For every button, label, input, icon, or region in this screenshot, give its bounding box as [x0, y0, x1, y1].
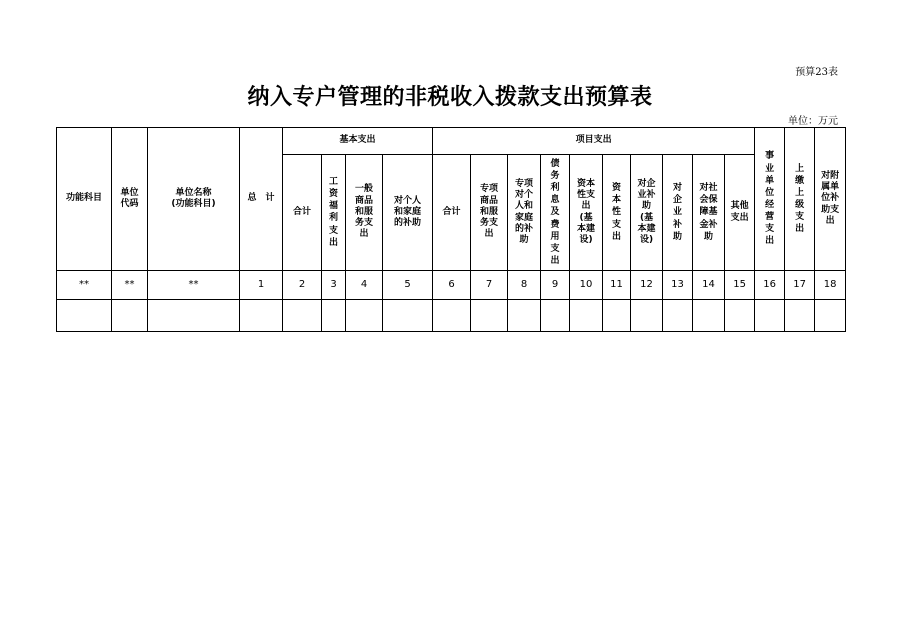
index-cell: 13: [663, 271, 693, 300]
index-cell: **: [112, 271, 148, 300]
header-basic-wages: 工资福利支出: [322, 155, 346, 271]
empty-cell: [663, 300, 693, 332]
empty-cell: [433, 300, 471, 332]
header-total: 总 计: [240, 128, 283, 271]
empty-cell: [283, 300, 322, 332]
empty-cell: [570, 300, 603, 332]
index-cell: **: [57, 271, 112, 300]
document-id: 预算23表: [795, 67, 838, 78]
header-unit-code: 单位 代码: [112, 128, 148, 271]
table-row: [57, 300, 846, 332]
empty-cell: [148, 300, 240, 332]
header-proj-enterprise: 对企业补助: [663, 155, 693, 271]
empty-cell: [725, 300, 755, 332]
empty-cell: [815, 300, 846, 332]
header-proj-other: 其他 支出: [725, 155, 755, 271]
index-cell: **: [148, 271, 240, 300]
header-unit-name: 单位名称 (功能科目): [148, 128, 240, 271]
header-subsidiary: 对附 属单 位补 助支 出: [815, 128, 846, 271]
index-cell: 17: [785, 271, 815, 300]
empty-cell: [383, 300, 433, 332]
empty-cell: [603, 300, 631, 332]
header-proj-subtotal: 合计: [433, 155, 471, 271]
header-remit: 上缴上级支出: [785, 128, 815, 271]
empty-cell: [471, 300, 508, 332]
page-title: 纳入专户管理的非税收入拨款支出预算表: [247, 85, 653, 110]
empty-cell: [112, 300, 148, 332]
unit-label: 单位：万元: [788, 116, 838, 127]
index-cell: 7: [471, 271, 508, 300]
budget-table: [56, 127, 846, 332]
header-proj-debt: 债务利息及费用支出: [541, 155, 570, 271]
header-func-subject: 功能科目: [57, 128, 112, 271]
index-cell: 11: [603, 271, 631, 300]
empty-cell: [346, 300, 383, 332]
index-cell: 6: [433, 271, 471, 300]
header-basic-subtotal: 合计: [283, 155, 322, 271]
empty-cell: [508, 300, 541, 332]
empty-cell: [541, 300, 570, 332]
index-cell: 1: [240, 271, 283, 300]
header-proj-capital-basic: 资本 性支 出 (基 本建 设): [570, 155, 603, 271]
header-proj-social: 对社会保障基金补助: [693, 155, 725, 271]
header-proj-personal: 专项 对个 人和 家庭 的补 助: [508, 155, 541, 271]
index-cell: 2: [283, 271, 322, 300]
empty-cell: [240, 300, 283, 332]
index-cell: 8: [508, 271, 541, 300]
header-business: 事业单位经营支出: [755, 128, 785, 271]
header-basic-personal: 对个人 和家庭 的补助: [383, 155, 433, 271]
index-cell: 12: [631, 271, 663, 300]
header-proj-capital: 资本性支出: [603, 155, 631, 271]
index-cell: 14: [693, 271, 725, 300]
empty-cell: [322, 300, 346, 332]
header-proj-enterprise-basic: 对企 业补 助 (基 本建 设): [631, 155, 663, 271]
index-cell: 18: [815, 271, 846, 300]
index-cell: 5: [383, 271, 433, 300]
empty-cell: [57, 300, 112, 332]
header-proj-goods: 专项 商品 和服 务支 出: [471, 155, 508, 271]
header-basic-goods: 一般 商品 和服 务支 出: [346, 155, 383, 271]
empty-cell: [631, 300, 663, 332]
index-cell: 10: [570, 271, 603, 300]
index-cell: 9: [541, 271, 570, 300]
index-cell: 3: [322, 271, 346, 300]
header-basic-group: 基本支出: [283, 128, 433, 155]
index-row: [57, 271, 846, 300]
empty-cell: [785, 300, 815, 332]
index-cell: 15: [725, 271, 755, 300]
index-cell: 16: [755, 271, 785, 300]
empty-cell: [693, 300, 725, 332]
header-project-group: 项目支出: [433, 128, 755, 155]
empty-cell: [755, 300, 785, 332]
index-cell: 4: [346, 271, 383, 300]
